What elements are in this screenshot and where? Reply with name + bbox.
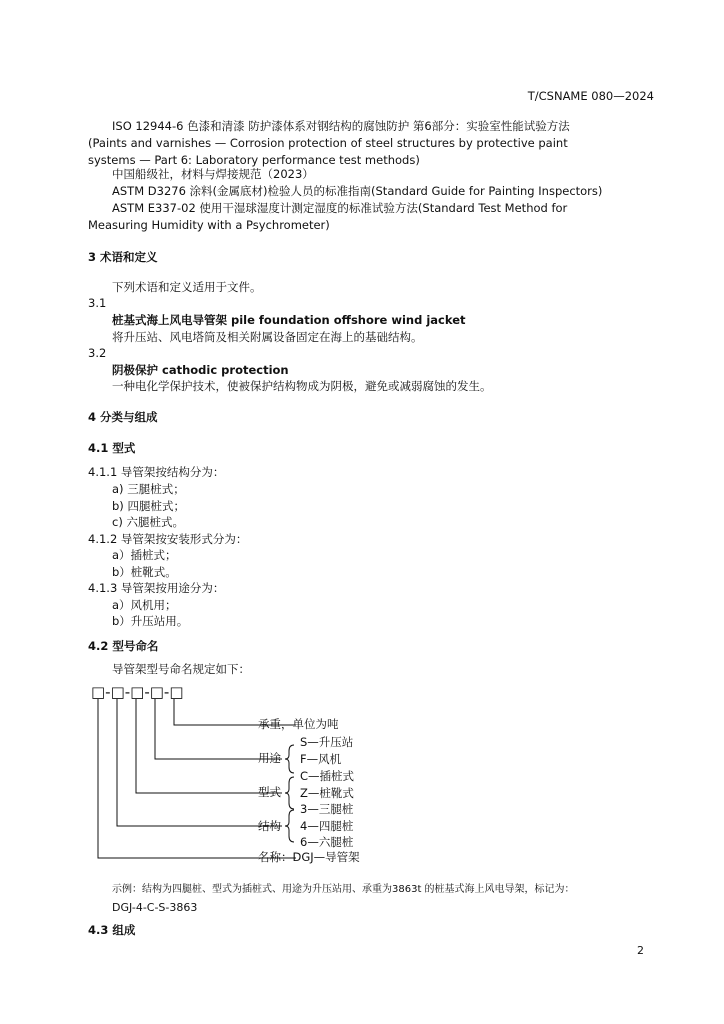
label-type-c: C—插桩式 [300, 769, 355, 783]
connector-type [136, 699, 282, 793]
label-structure-6: 6—六腿桩 [300, 835, 354, 849]
list-item: b）升压站用。 [112, 614, 189, 628]
label-use-s: S—升压站 [300, 735, 354, 749]
reference-ccs: 中国船级社，材料与焊接规范（2023） [112, 167, 314, 181]
label-use: 用途 [258, 751, 281, 765]
term-3-1-number: 3.1 [88, 296, 107, 310]
clause-4-1-2: 4.1.2 导管架按安装形式分为： [88, 532, 248, 546]
term-3-1-title: 桩基式海上风电导管架 pile foundation offshore wind jacket [112, 313, 466, 327]
section-4-3-heading: 4.3 组成 [88, 923, 136, 937]
section-3-heading: 3 术语和定义 [88, 250, 158, 264]
reference-astm-e337-line2: Measuring Humidity with a Psychrometer) [88, 218, 330, 232]
example-text: 示例：结构为四腿桩、型式为插桩式、用途为升压站用、承重为3863t 的桩基式海上风电导架，标记为： [112, 884, 575, 895]
list-item: b）桩靴式。 [112, 565, 177, 579]
reference-iso-12944-line1: ISO 12944-6 色漆和清漆 防护漆体系对钢结构的腐蚀防护 第6部分：实验室性能试验方法 [112, 119, 570, 133]
clause-4-1-1: 4.1.1 导管架按结构分为： [88, 465, 225, 479]
label-type-z: Z—桩靴式 [300, 786, 354, 800]
reference-astm-d3276: ASTM D3276 涂料(金属底材)检验人员的标准指南(Standard Guide for Painting Inspectors) [112, 184, 603, 198]
list-item: a）插桩式； [112, 548, 177, 562]
example-code: DGJ-4-C-S-3863 [112, 901, 198, 914]
label-name: 名称：DGJ—导管架 [258, 850, 360, 864]
document-code: T/CSNAME 080—2024 [527, 89, 654, 103]
reference-iso-12944-line3: systems — Part 6: Laboratory performance test methods) [88, 153, 420, 167]
brace-type [285, 777, 294, 809]
section-3-intro: 下列术语和定义适用于文件。 [112, 280, 262, 294]
label-structure: 结构 [258, 819, 281, 833]
list-item: a）风机用； [112, 598, 177, 612]
term-3-2-number: 3.2 [88, 346, 107, 360]
clause-4-1-3: 4.1.3 导管架按用途分为： [88, 581, 225, 595]
term-3-1-definition: 将升压站、风电塔筒及相关附属设备固定在海上的基础结构。 [112, 330, 423, 344]
section-4-2-heading: 4.2 型号命名 [88, 639, 159, 653]
page-number: 2 [637, 944, 644, 957]
list-item: b) 四腿桩式； [112, 499, 185, 513]
label-load: 承重，单位为吨 [258, 717, 339, 731]
label-structure-3: 3—三腿桩 [300, 802, 354, 816]
reference-astm-e337-line1: ASTM E337-02 使用干湿球湿度计测定湿度的标准试验方法(Standard Test Method for [112, 201, 568, 215]
term-3-2-title: 阴极保护 cathodic protection [112, 363, 289, 377]
section-4-1-heading: 4.1 型式 [88, 441, 136, 455]
label-type: 型式 [258, 785, 281, 799]
brace-structure [285, 810, 294, 842]
brace-use [285, 745, 294, 773]
list-item: a) 三腿桩式； [112, 482, 185, 496]
label-use-f: F—风机 [300, 752, 342, 766]
section-4-2-intro: 导管架型号命名规定如下： [112, 662, 250, 676]
list-item: c) 六腿桩式。 [112, 515, 184, 529]
reference-iso-12944-line2: (Paints and varnishes — Corrosion protection of steel structures by protective paint [88, 136, 568, 150]
model-code-boxes: □-□-□-□-□ [91, 683, 184, 701]
label-structure-4: 4—四腿桩 [300, 819, 354, 833]
section-4-heading: 4 分类与组成 [88, 410, 158, 424]
term-3-2-definition: 一种电化学保护技术，使被保护结构物成为阴极，避免或减弱腐蚀的发生。 [112, 379, 492, 393]
